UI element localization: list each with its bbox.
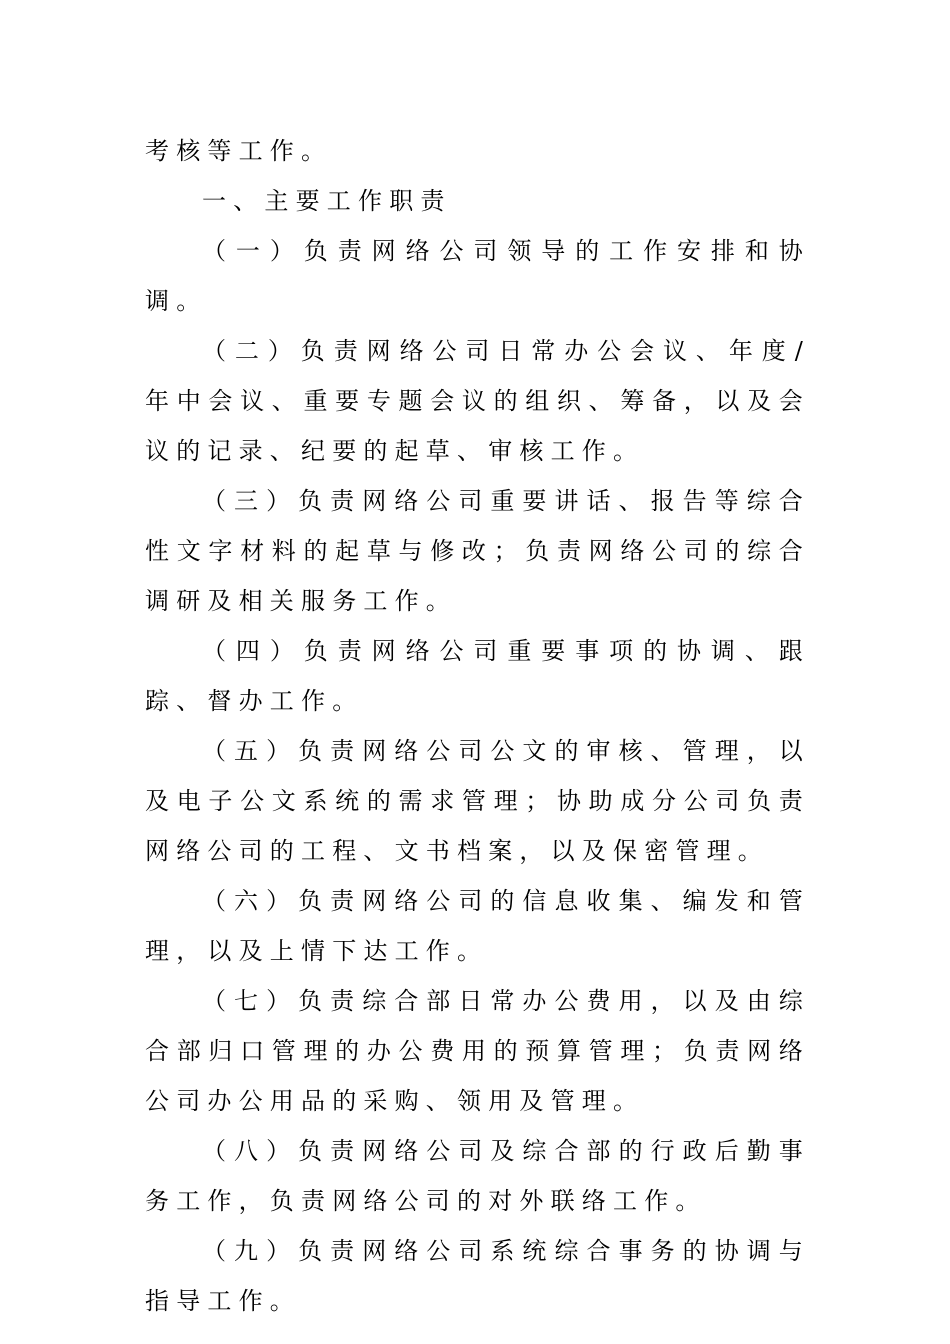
- document-body: [145, 126, 810, 1326]
- duty-item-6: （六）负责网络公司的信息收集、编发和管理，以及上情下达工作。: [145, 887, 810, 965]
- duty-item-8: （八）负责网络公司及综合部的行政后勤事务工作，负责网络公司的对外联络工作。: [145, 1137, 810, 1215]
- duty-item-5: （五）负责网络公司公文的审核、管理，以及电子公文系统的需求管理；协助成分公司负责网络公司的工程、文书档案，以及保密管理。: [145, 737, 810, 865]
- paragraph-continuation: 考核等工作。: [145, 137, 333, 165]
- duty-item-1: （一）负责网络公司领导的工作安排和协调。: [145, 237, 810, 315]
- duty-item-7: （七）负责综合部日常办公费用，以及由综合部归口管理的办公费用的预算管理；负责网络公司办公用品的采购、领用及管理。: [145, 987, 810, 1115]
- duty-item-3: （三）负责网络公司重要讲话、报告等综合性文字材料的起草与修改；负责网络公司的综合调研及相关服务工作。: [145, 487, 810, 615]
- duty-item-2: （二）负责网络公司日常办公会议、年度/年中会议、重要专题会议的组织、筹备，以及会议的记录、纪要的起草、审核工作。: [145, 337, 810, 465]
- duty-item-4: （四）负责网络公司重要事项的协调、跟踪、督办工作。: [145, 637, 810, 715]
- section-heading: 一、主要工作职责: [202, 187, 452, 215]
- duty-item-9: （九）负责网络公司系统综合事务的协调与指导工作。: [145, 1237, 810, 1315]
